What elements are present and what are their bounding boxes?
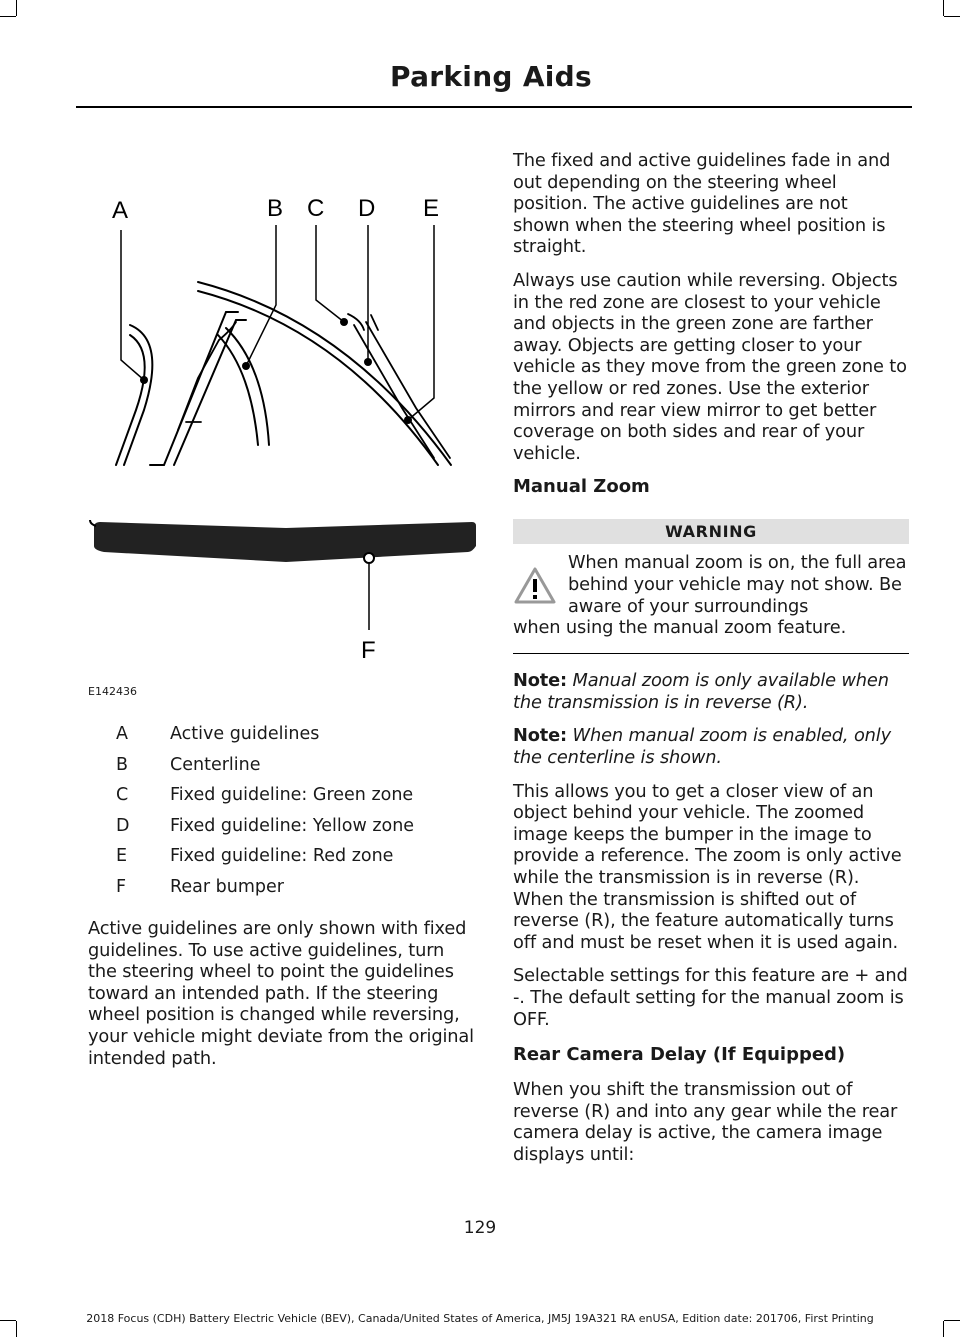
legend-row — [116, 877, 476, 908]
right-column — [513, 150, 909, 1177]
paragraph: Active guidelines are only shown with fixed guidelines. To use active guidelines, turn the steering wheel to point the guidelines toward an intended path. If the steering wheel position is changed while reversing, your vehicle might deviate from the original intended path. — [88, 918, 474, 1069]
legend-label: Rear bumper — [170, 876, 284, 897]
note-label: Note: — [513, 670, 568, 692]
legend-key: E — [116, 846, 128, 866]
legend-label: Fixed guideline: Red zone — [170, 846, 394, 866]
crop-mark — [16, 0, 17, 16]
crop-mark — [0, 16, 16, 17]
page-number: 129 — [463, 1218, 497, 1238]
label-b: B — [267, 195, 284, 222]
label-d: D — [358, 195, 376, 222]
legend-row — [116, 846, 476, 877]
left-column — [88, 918, 478, 1081]
section-heading: Rear Camera Delay (If Equipped) — [513, 1044, 846, 1066]
legend-key: F — [116, 876, 127, 897]
section-heading: Manual Zoom — [513, 476, 650, 498]
legend-row — [116, 816, 476, 847]
label-a: A — [112, 197, 129, 224]
note — [513, 670, 909, 713]
label-e: E — [423, 195, 440, 222]
crop-mark — [943, 0, 944, 16]
label-c: C — [307, 195, 325, 222]
warning-rule — [513, 653, 909, 655]
figure-id: E142436 — [88, 685, 137, 698]
crop-mark — [944, 16, 960, 17]
legend — [116, 724, 476, 907]
legend-row — [116, 785, 476, 816]
legend-row — [116, 755, 476, 786]
paragraph: Always use caution while reversing. Objects in the red zone are closest to your vehicle and objects in the green zone are farther away. Objects are getting closer to your vehicle as they move from the green zone to the yellow or red zones. Use the exterior mirrors and rear view mirror to get better coverage on both sides and rear of your vehicle. — [513, 269, 907, 464]
note-text: Manual zoom is only available when the transmission is in reverse (R). — [513, 670, 889, 713]
warning-text: When manual zoom is on, the full area behind your vehicle may not show. Be aware of your surroundings — [568, 552, 907, 617]
warning-title: WARNING — [513, 519, 909, 544]
footer: 2018 Focus (CDH) Battery Electric Vehicle (BEV), Canada/United States of America, JM5J 19A321 RA enUSA, Edition date: 201706, First Printing — [86, 1312, 874, 1325]
legend-label: Centerline — [170, 754, 261, 775]
legend-key: C — [116, 785, 129, 805]
legend-key: D — [116, 815, 130, 836]
legend-label: Fixed guideline: Green zone — [170, 785, 414, 805]
legend-key: B — [116, 754, 129, 775]
paragraph: When you shift the transmission out of reverse (R) and into any gear while the rear camera delay is active, the camera image displays until: — [513, 1079, 898, 1165]
note-label: Note: — [513, 725, 568, 747]
legend-label: Fixed guideline: Yellow zone — [170, 815, 415, 836]
legend-label: Active guidelines — [170, 724, 320, 744]
note — [513, 725, 909, 768]
legend-key: A — [116, 724, 128, 744]
warning-triangle-icon — [513, 566, 557, 606]
paragraph: This allows you to get a closer view of an object behind your vehicle. The zoomed image keeps the bumper in the image to provide a reference. The zoom is only active while the transmission is in reverse (R). When the transmission is shifted out of reverse (R), the feature automatically turns off and must be reset when it is used again. — [513, 780, 902, 953]
camera-guidelines-diagram — [86, 180, 486, 705]
warning-box — [513, 552, 909, 638]
paragraph: Selectable settings for this feature are + and -. The default setting for the manual zoom is OFF. — [513, 965, 908, 1030]
label-f: F — [361, 637, 376, 664]
legend-row — [116, 724, 476, 755]
note-text: When manual zoom is enabled, only the centerline is shown. — [513, 725, 891, 768]
warning-text: when using the manual zoom feature. — [513, 617, 847, 639]
header-rule — [76, 106, 912, 108]
page-title: Parking Aids — [390, 60, 592, 93]
paragraph: The fixed and active guidelines fade in and out depending on the steering wheel position. The active guidelines are not shown when the steering wheel position is straight. — [513, 150, 891, 258]
